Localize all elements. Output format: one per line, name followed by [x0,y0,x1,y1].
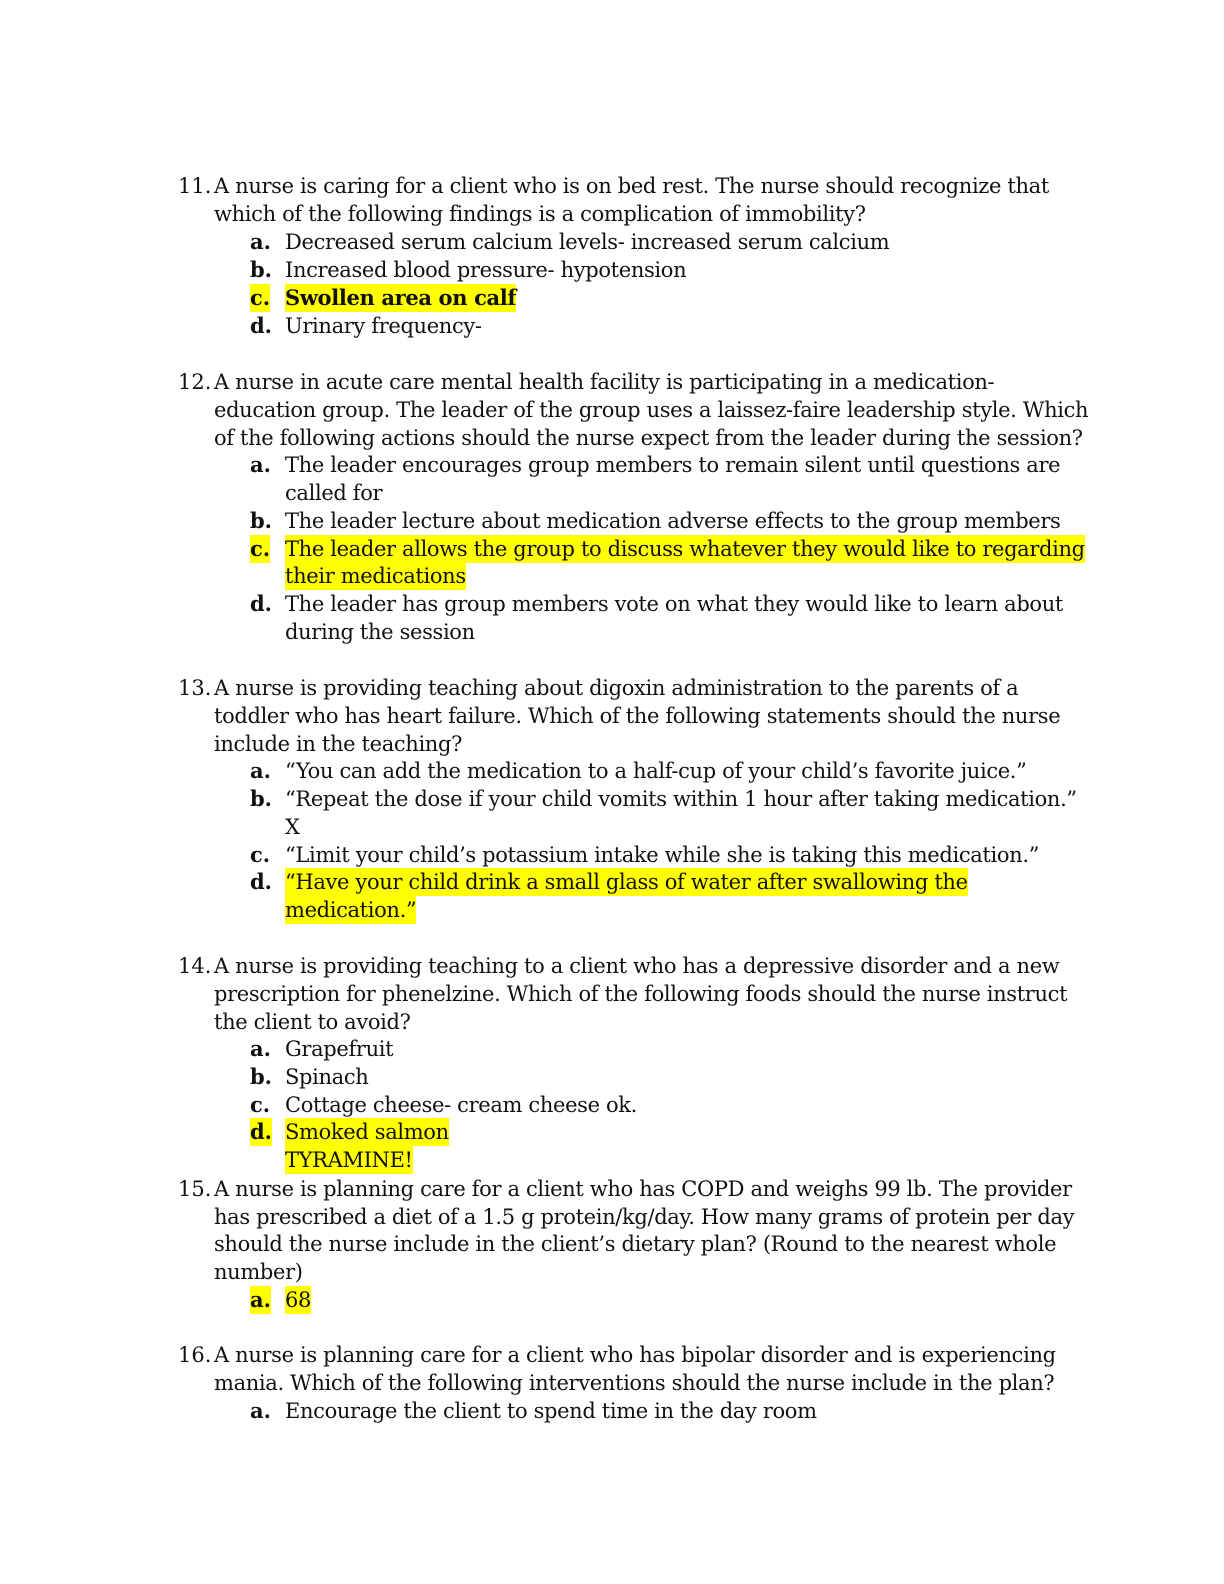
option-label: a. [250,1287,271,1312]
question-stem-line: education group. The leader of the group uses a laissez-faire leadership style. Which [214,398,1089,422]
option-label: a. [250,1036,271,1061]
question-number: 13. [178,676,212,700]
question-number: 11. [178,174,212,198]
question-stem-line: the client to avoid? [214,1010,411,1034]
question-number: 15. [178,1177,212,1201]
option-label: a. [250,229,271,254]
option-text: Smoked salmon [285,1120,449,1144]
option-text: The leader allows the group to discuss whatever they would like to regarding [285,537,1085,561]
option-label: b. [250,786,272,811]
option-text: X [285,815,300,839]
option-text: The leader has group members vote on what they would like to learn about [285,592,1063,616]
option-label: b. [250,257,272,282]
question-number: 12. [178,370,212,394]
question-stem-line: mania. Which of the following interventions should the nurse include in the plan? [214,1371,1055,1395]
option-text: Cottage cheese- cream cheese ok. [285,1093,637,1117]
option-label: c. [250,842,271,867]
option-label: d. [250,591,272,616]
question-stem-line: A nurse is planning care for a client who has COPD and weighs 99 lb. The provider [214,1177,1072,1201]
question-number: 14. [178,954,212,978]
option-text: called for [285,481,383,505]
option-label: d. [250,313,272,338]
question-stem-line: include in the teaching? [214,732,462,756]
option-text: Urinary frequency- [285,314,482,338]
question-stem-line: should the nurse include in the client’s dietary plan? (Round to the nearest whole [214,1232,1057,1256]
question-stem-line: A nurse is providing teaching to a client who has a depressive disorder and a new [214,954,1060,978]
option-text: medication.” [285,898,417,922]
question-stem-line: A nurse is caring for a client who is on bed rest. The nurse should recognize that [214,174,1049,198]
option-text: during the session [285,620,475,644]
option-text: “Have your child drink a small glass of water after swallowing the [285,870,968,894]
option-label: a. [250,758,271,783]
option-label: a. [250,1398,271,1423]
option-label: b. [250,508,272,533]
option-text: “Repeat the dose if your child vomits within 1 hour after taking medication.” [285,787,1077,811]
option-text: TYRAMINE! [285,1148,413,1172]
question-stem-line: A nurse is providing teaching about digoxin administration to the parents of a [214,676,1019,700]
option-text: Swollen area on calf [285,285,517,310]
question-stem-line: has prescribed a diet of a 1.5 g protein/kg/day. How many grams of protein per day [214,1205,1075,1229]
question-stem-line: number) [214,1260,303,1284]
option-text: Encourage the client to spend time in the day room [285,1399,817,1423]
option-label: d. [250,1119,272,1144]
question-stem-line: A nurse is planning care for a client who has bipolar disorder and is experiencing [214,1343,1056,1367]
option-label: a. [250,452,271,477]
option-text: The leader encourages group members to remain silent until questions are [285,453,1061,477]
question-stem-line: which of the following findings is a complication of immobility? [214,202,866,226]
question-number: 16. [178,1343,212,1367]
option-text: The leader lecture about medication adverse effects to the group members [285,509,1061,533]
option-text: Decreased serum calcium levels- increased serum calcium [285,230,890,254]
option-text: “Limit your child’s potassium intake while she is taking this medication.” [285,843,1040,867]
question-stem-line: toddler who has heart failure. Which of the following statements should the nurse [214,704,1061,728]
option-label: c. [250,285,271,310]
option-label: d. [250,869,272,894]
option-label: c. [250,1092,271,1117]
option-text: Increased blood pressure- hypotension [285,258,687,282]
question-stem-line: A nurse in acute care mental health facility is participating in a medication- [214,370,995,394]
option-label: c. [250,536,271,561]
option-text: “You can add the medication to a half-cup of your child’s favorite juice.” [285,759,1027,783]
question-stem-line: prescription for phenelzine. Which of the following foods should the nurse instruct [214,982,1068,1006]
option-text: 68 [285,1288,312,1312]
question-stem-line: of the following actions should the nurse expect from the leader during the session? [214,426,1083,450]
option-text: their medications [285,564,466,588]
option-text: Grapefruit [285,1037,394,1061]
option-text: Spinach [285,1065,369,1089]
option-label: b. [250,1064,272,1089]
